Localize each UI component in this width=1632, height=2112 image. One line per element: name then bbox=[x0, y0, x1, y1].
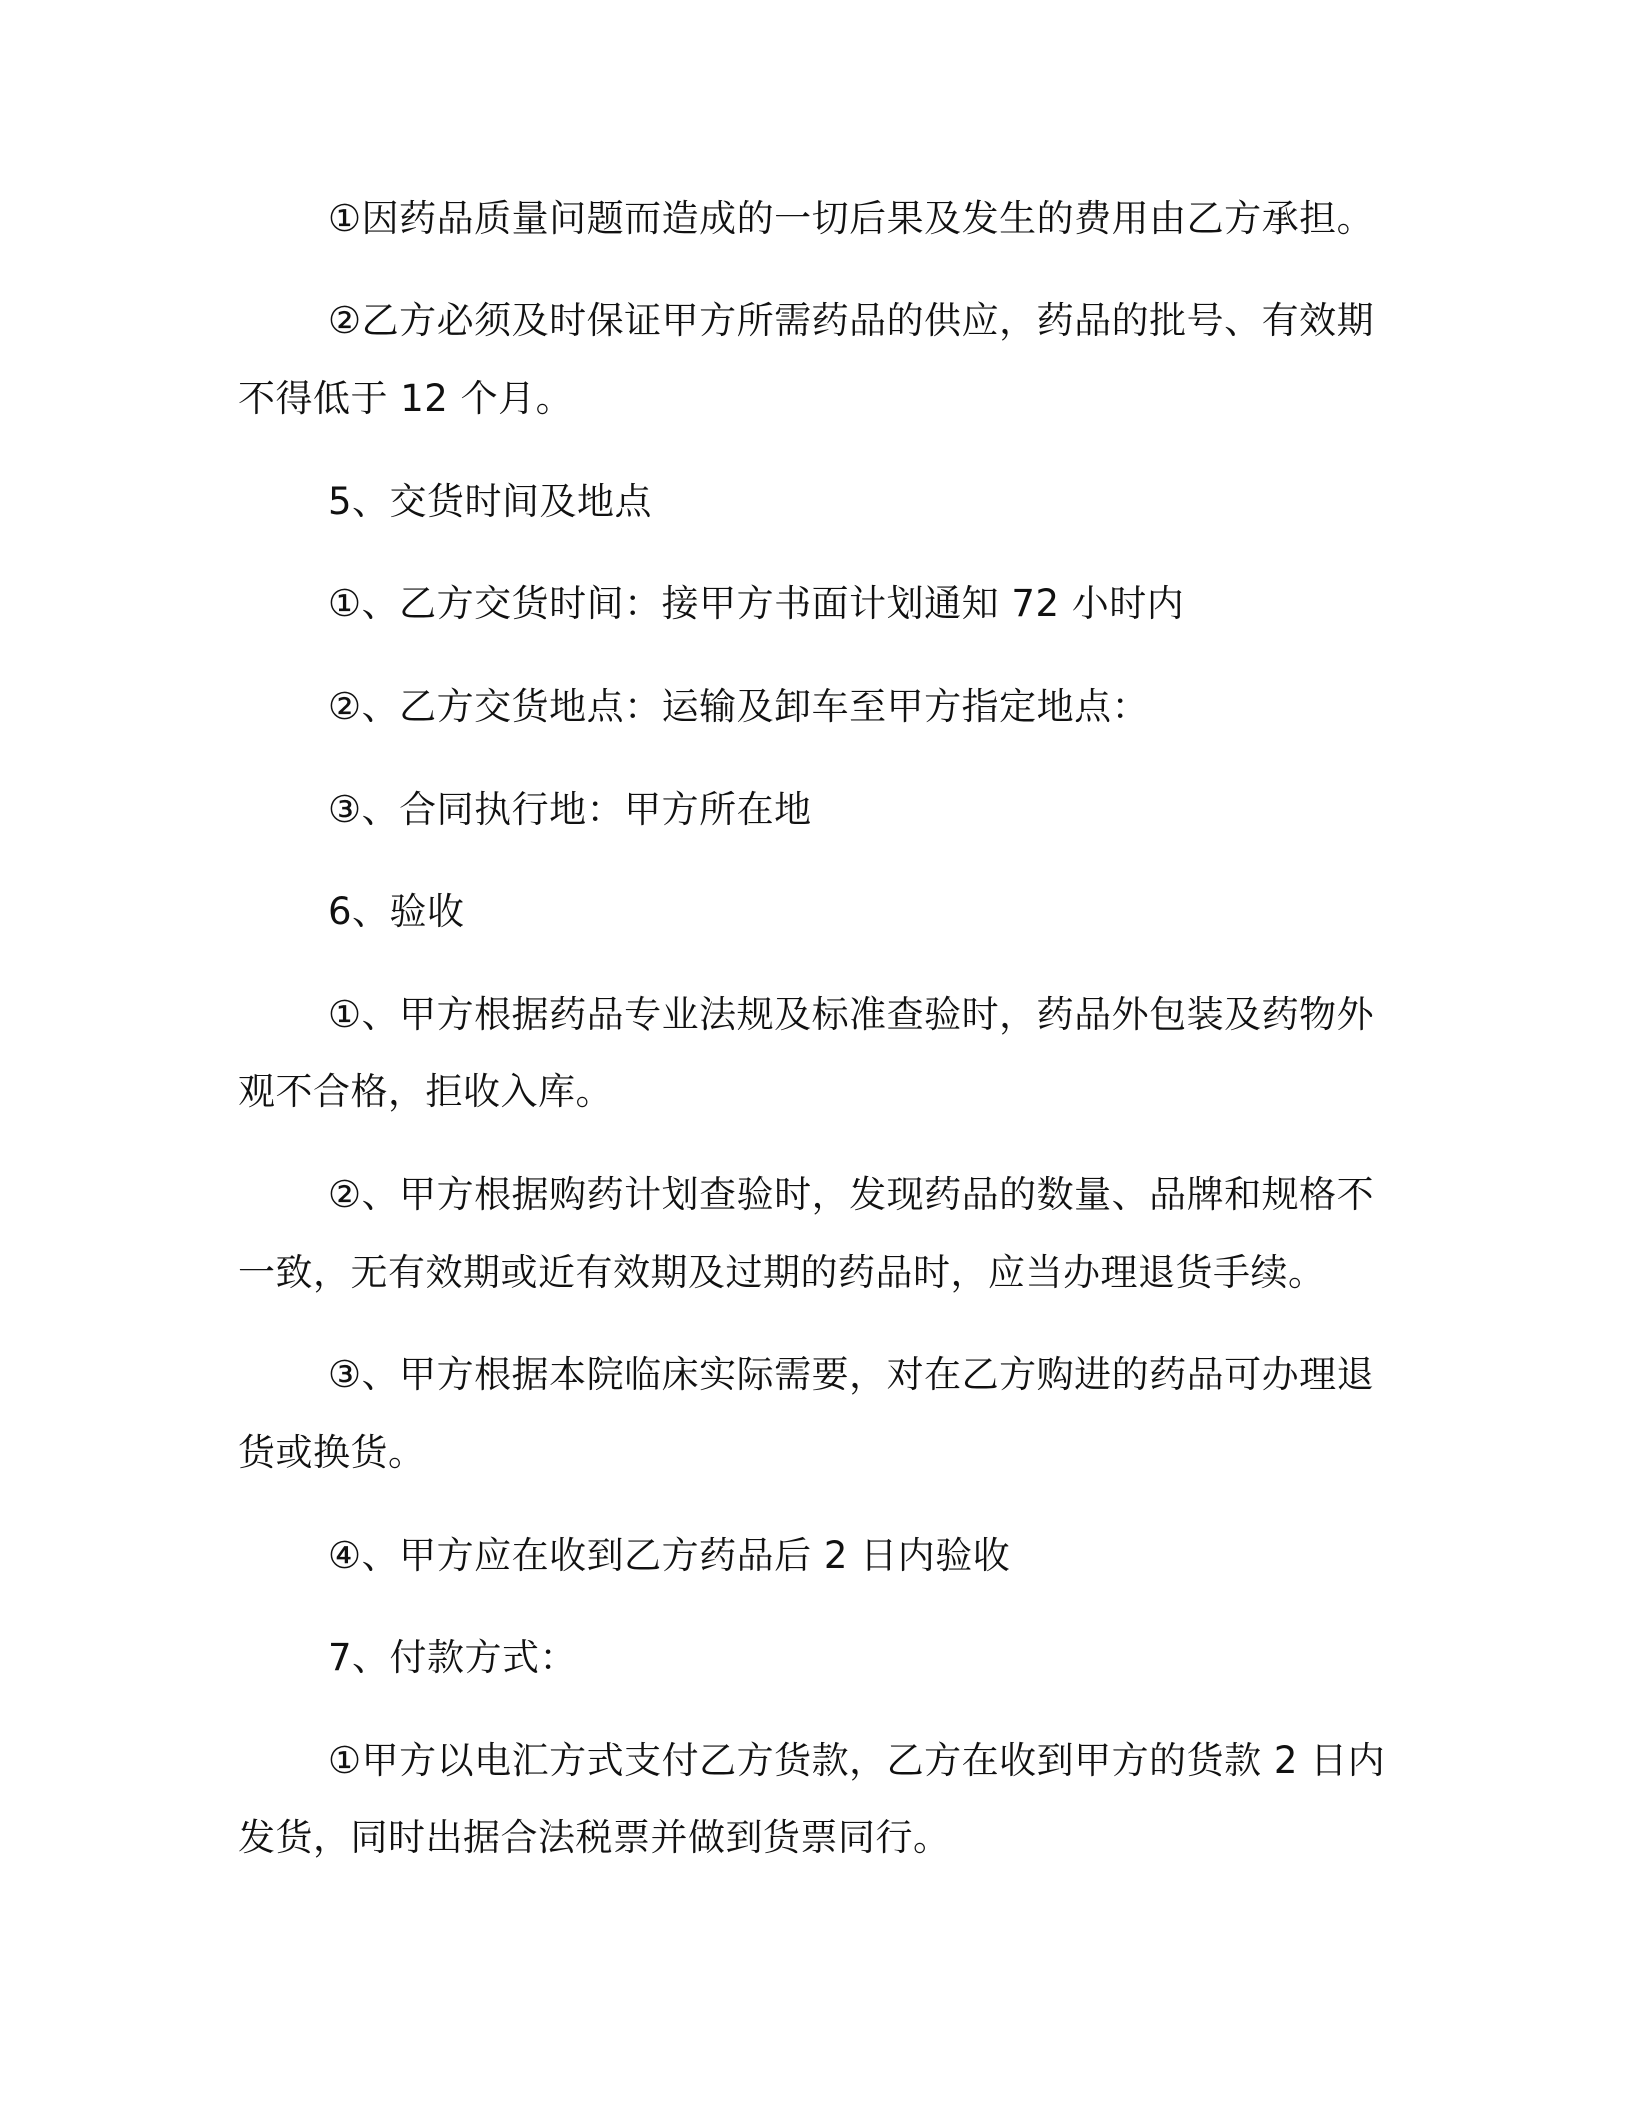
paragraph-quality-liability: ①因药品质量问题而造成的一切后果及发生的费用由乙方承担。 bbox=[328, 197, 1375, 240]
paragraph-delivery-location: ②、乙方交货地点：运输及卸车至甲方指定地点： bbox=[328, 685, 1150, 728]
paragraph-acceptance-packaging-line-2: 观不合格，拒收入库。 bbox=[238, 1070, 613, 1113]
paragraph-contract-execution-place: ③、合同执行地：甲方所在地 bbox=[328, 788, 812, 831]
paragraph-delivery-time: ①、乙方交货时间：接甲方书面计划通知 72 小时内 bbox=[328, 582, 1185, 625]
paragraph-return-exchange-line-2: 货或换货。 bbox=[238, 1431, 426, 1474]
paragraph-payment-method-line-2: 发货，同时出据合法税票并做到货票同行。 bbox=[238, 1816, 951, 1859]
paragraph-payment-method-line-1: ①甲方以电汇方式支付乙方货款，乙方在收到甲方的货款 2 日内 bbox=[328, 1739, 1386, 1782]
paragraph-return-exchange-line-1: ③、甲方根据本院临床实际需要，对在乙方购进的药品可办理退 bbox=[328, 1353, 1375, 1396]
paragraph-acceptance-plan-line-2: 一致，无有效期或近有效期及过期的药品时，应当办理退货手续。 bbox=[238, 1251, 1326, 1294]
section-heading-delivery: 5、交货时间及地点 bbox=[328, 480, 653, 523]
paragraph-acceptance-deadline: ④、甲方应在收到乙方药品后 2 日内验收 bbox=[328, 1534, 1011, 1577]
paragraph-supply-guarantee-line-2: 不得低于 12 个月。 bbox=[238, 377, 574, 420]
section-heading-payment: 7、付款方式： bbox=[328, 1636, 578, 1679]
paragraph-supply-guarantee-line-1: ②乙方必须及时保证甲方所需药品的供应，药品的批号、有效期 bbox=[328, 299, 1375, 342]
paragraph-acceptance-packaging-line-1: ①、甲方根据药品专业法规及标准查验时，药品外包装及药物外 bbox=[328, 993, 1375, 1036]
section-heading-acceptance: 6、验收 bbox=[328, 890, 465, 933]
paragraph-acceptance-plan-line-1: ②、甲方根据购药计划查验时，发现药品的数量、品牌和规格不 bbox=[328, 1173, 1375, 1216]
